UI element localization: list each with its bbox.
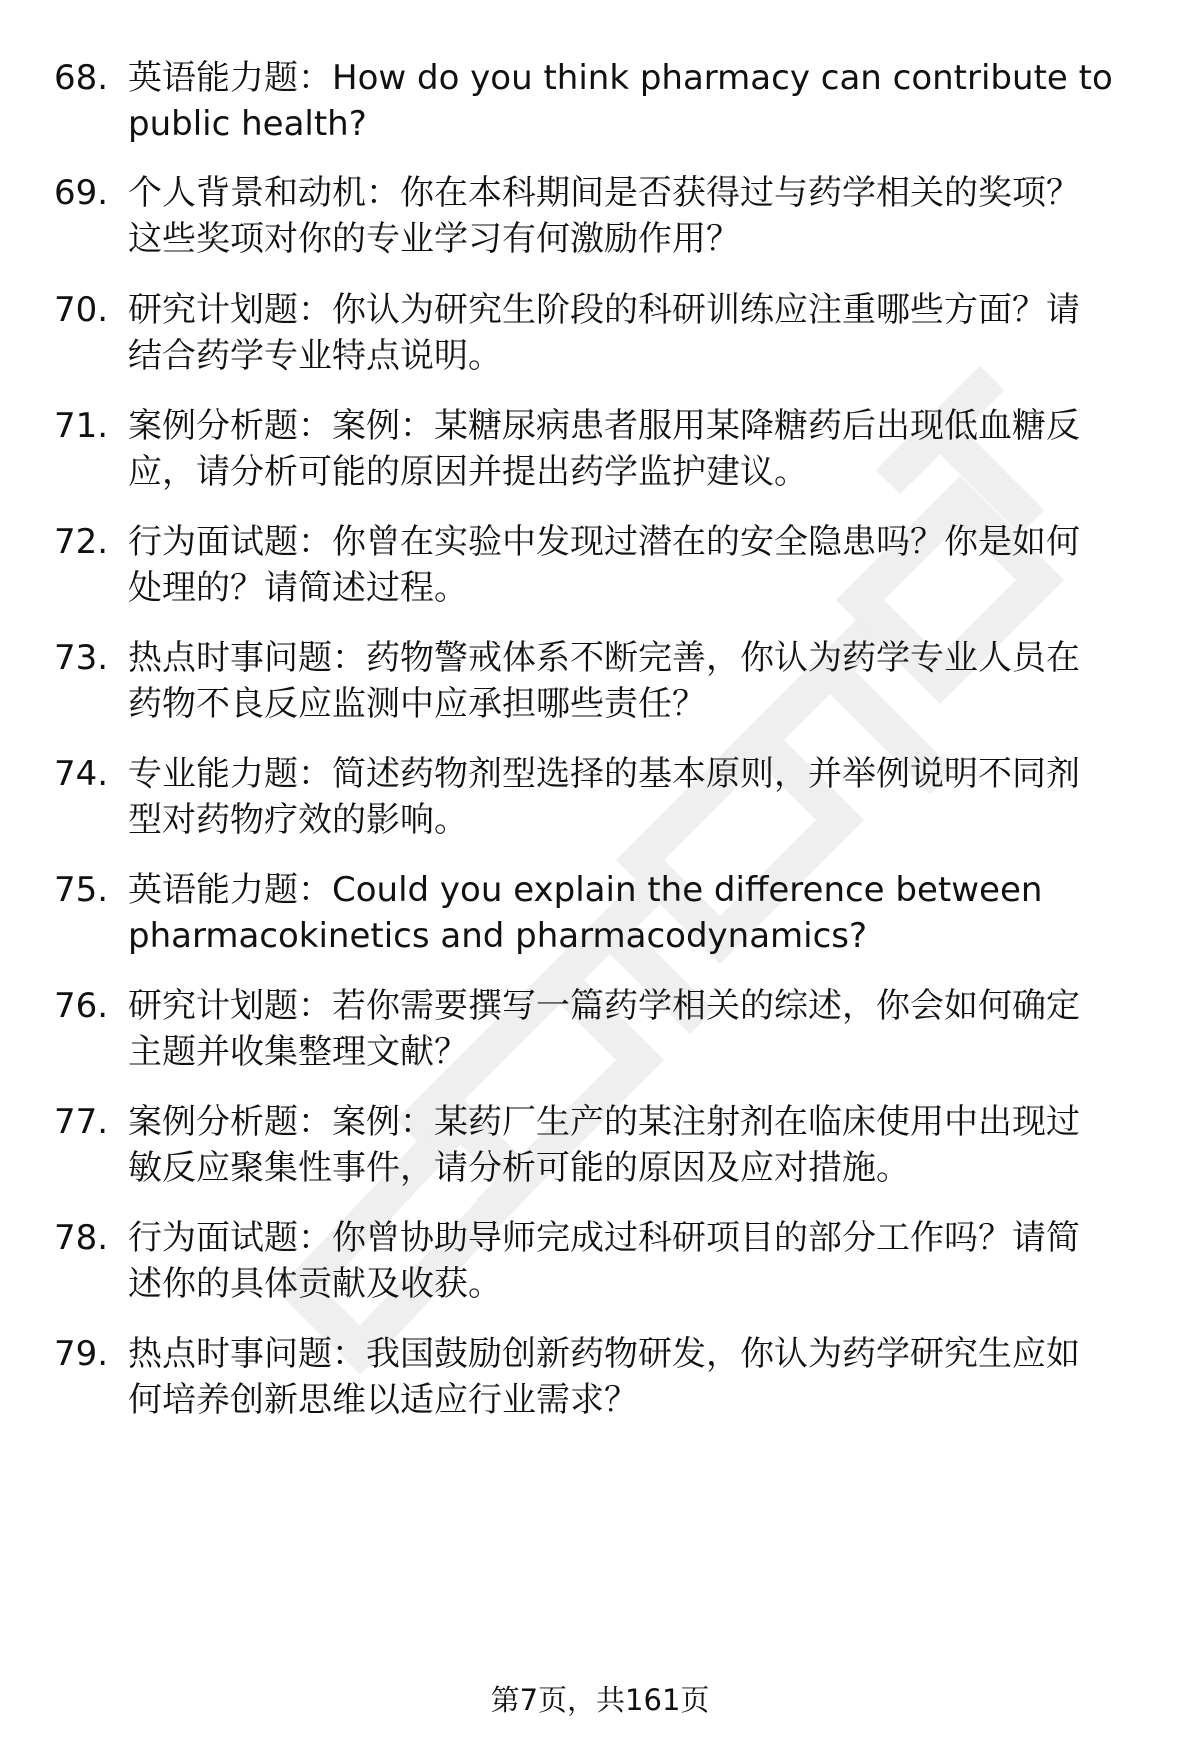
question-line: 行为面试题：你曾在实验中发现过潜在的安全隐患吗？你是如何 — [128, 522, 1080, 562]
question-text — [128, 1331, 1148, 1423]
question-number: 68. — [54, 58, 109, 98]
question-text — [128, 403, 1148, 495]
question-text — [128, 170, 1148, 262]
question-number: 70. — [54, 290, 109, 330]
question-item — [0, 983, 1200, 1083]
question-number: 73. — [54, 638, 109, 678]
question-line: 研究计划题：若你需要撰写一篇药学相关的综述，你会如何确定 — [128, 986, 1080, 1026]
question-line: 主题并收集整理文献？ — [128, 1032, 468, 1072]
question-number: 74. — [54, 754, 109, 794]
question-text — [128, 519, 1148, 611]
question-line: 英语能力题：How do you think pharmacy can contribute to — [128, 58, 1113, 98]
question-item — [0, 751, 1200, 851]
question-line: 英语能力题：Could you explain the difference between — [128, 870, 1043, 910]
question-item — [0, 1215, 1200, 1315]
question-text — [128, 1099, 1148, 1191]
question-line: pharmacokinetics and pharmacodynamics? — [128, 916, 868, 956]
question-item — [0, 287, 1200, 387]
question-line: 案例分析题：案例：某糖尿病患者服用某降糖药后出现低血糖反 — [128, 406, 1080, 446]
question-line: 研究计划题：你认为研究生阶段的科研训练应注重哪些方面？请 — [128, 290, 1080, 330]
question-line: public health? — [128, 104, 367, 144]
question-line: 案例分析题：案例：某药厂生产的某注射剂在临床使用中出现过 — [128, 1102, 1080, 1142]
question-item — [0, 1331, 1200, 1431]
question-line: 述你的具体贡献及收获。 — [128, 1264, 502, 1304]
question-line: 这些奖项对你的专业学习有何激励作用？ — [128, 219, 740, 259]
question-text — [128, 1215, 1148, 1307]
question-item — [0, 55, 1200, 155]
question-line: 热点时事问题：药物警戒体系不断完善，你认为药学专业人员在 — [128, 638, 1080, 678]
question-text — [128, 751, 1148, 843]
question-text — [128, 867, 1148, 959]
question-item — [0, 519, 1200, 619]
question-line: 敏反应聚集性事件，请分析可能的原因及应对措施。 — [128, 1148, 910, 1188]
question-line: 何培养创新思维以适应行业需求？ — [128, 1380, 638, 1420]
question-item — [0, 867, 1200, 967]
question-item — [0, 635, 1200, 735]
question-number: 69. — [54, 173, 109, 213]
question-number: 77. — [54, 1102, 109, 1142]
page-number: 第7页，共161页 — [490, 1683, 710, 1717]
question-line: 结合药学专业特点说明。 — [128, 336, 502, 376]
question-text — [128, 287, 1148, 379]
question-line: 应，请分析可能的原因并提出药学监护建议。 — [128, 452, 808, 492]
question-line: 药物不良反应监测中应承担哪些责任？ — [128, 684, 706, 724]
question-line: 热点时事问题：我国鼓励创新药物研发，你认为药学研究生应如 — [128, 1334, 1080, 1374]
question-number: 76. — [54, 986, 109, 1026]
question-item — [0, 170, 1200, 270]
question-line: 个人背景和动机：你在本科期间是否获得过与药学相关的奖项？ — [128, 173, 1080, 213]
question-text — [128, 55, 1148, 147]
question-line: 处理的？请简述过程。 — [128, 568, 468, 608]
question-item — [0, 403, 1200, 503]
question-line: 型对药物疗效的影响。 — [128, 800, 468, 840]
question-text — [128, 983, 1148, 1075]
question-number: 71. — [54, 406, 109, 446]
question-number: 79. — [54, 1334, 109, 1374]
question-number: 75. — [54, 870, 109, 910]
question-number: 78. — [54, 1218, 109, 1258]
question-number: 72. — [54, 522, 109, 562]
question-item — [0, 1099, 1200, 1199]
question-text — [128, 635, 1148, 727]
question-line: 行为面试题：你曾协助导师完成过科研项目的部分工作吗？请简 — [128, 1218, 1080, 1258]
question-line: 专业能力题：简述药物剂型选择的基本原则，并举例说明不同剂 — [128, 754, 1080, 794]
